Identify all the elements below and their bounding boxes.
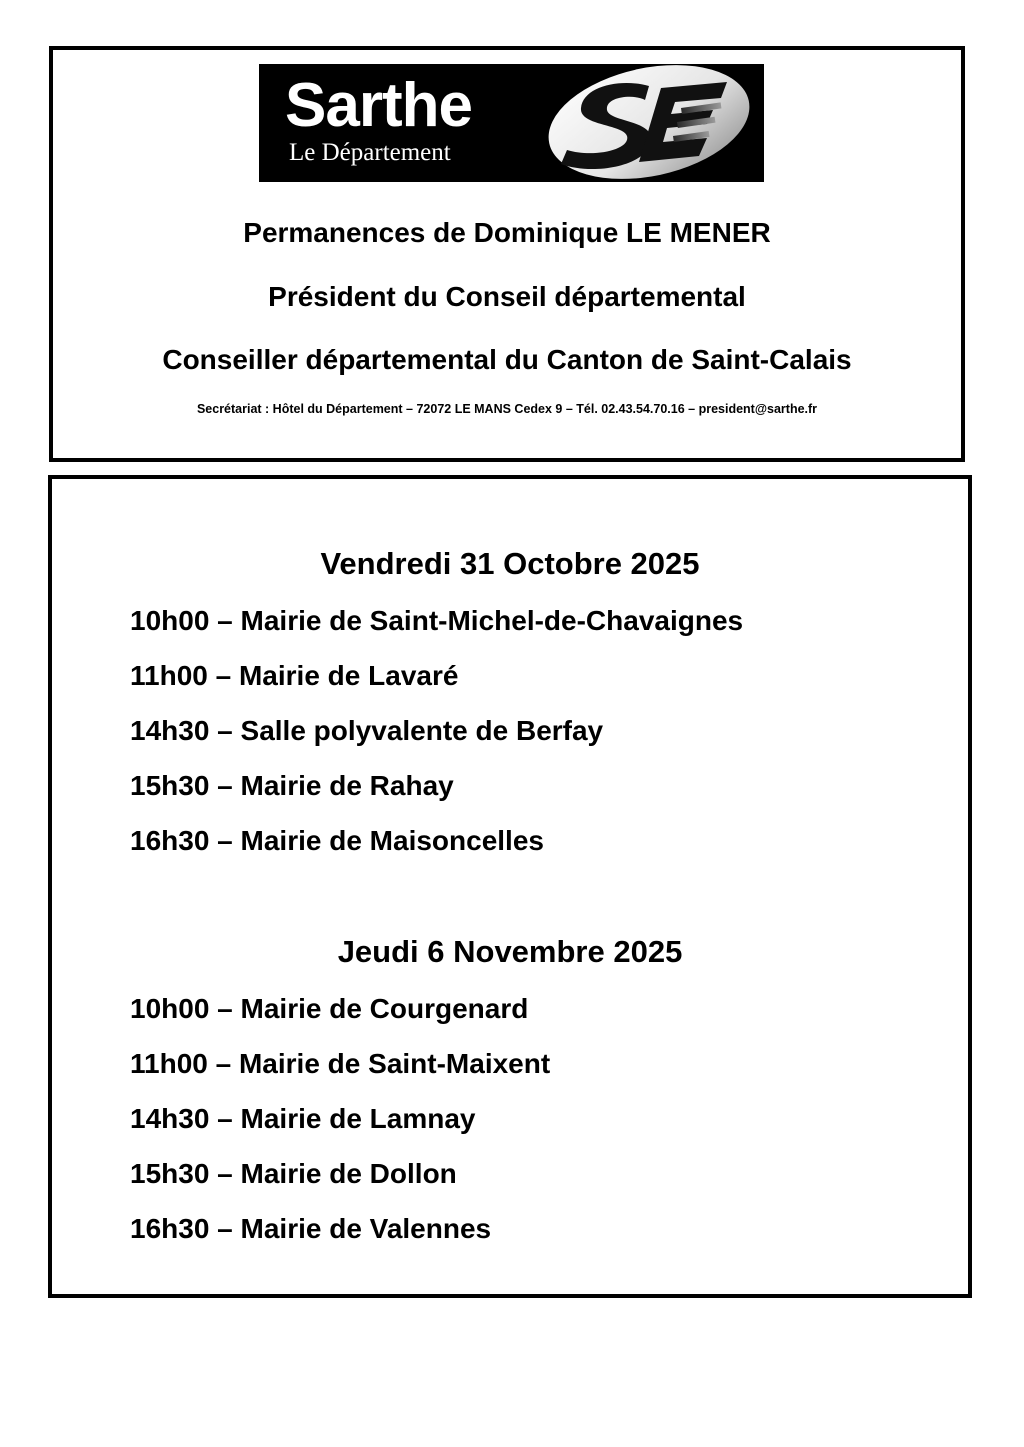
logo-subtitle: Le Département — [289, 139, 451, 166]
day-heading: Jeudi 6 Novembre 2025 — [337, 934, 683, 969]
day-heading: Vendredi 31 Octobre 2025 — [320, 546, 700, 581]
schedule-entry: 11h00 – Mairie de Lavaré — [130, 660, 459, 691]
schedule-entry: 15h30 – Mairie de Rahay — [130, 770, 454, 801]
header-title: Permanences de Dominique LE MENER — [243, 217, 771, 248]
schedule-entry: 15h30 – Mairie de Dollon — [130, 1158, 457, 1189]
header-box — [49, 46, 965, 462]
sarthe-logo — [259, 64, 764, 182]
schedule-box — [48, 475, 972, 1298]
schedule-entry: 16h30 – Mairie de Maisoncelles — [130, 825, 544, 856]
contact-line: Secrétariat : Hôtel du Département – 72072 LE MANS Cedex 9 – Tél. 02.43.54.70.16 – president@sarthe.fr — [196, 402, 818, 416]
schedule-entry: 16h30 – Mairie de Valennes — [130, 1213, 492, 1244]
schedule-entry: 10h00 – Mairie de Saint-Michel-de-Chavaignes — [130, 605, 744, 636]
logo-title: Sarthe — [285, 71, 472, 140]
schedule-entry: 11h00 – Mairie de Saint-Maixent — [130, 1048, 551, 1079]
header-role-president: Président du Conseil départemental — [268, 281, 746, 312]
schedule-entry: 14h30 – Salle polyvalente de Berfay — [130, 715, 604, 746]
schedule-entry: 14h30 – Mairie de Lamnay — [130, 1103, 476, 1134]
schedule-entry: 10h00 – Mairie de Courgenard — [130, 993, 529, 1024]
header-role-canton: Conseiller départemental du Canton de Saint-Calais — [162, 344, 852, 375]
sarthe-se-emblem-icon — [531, 64, 764, 182]
